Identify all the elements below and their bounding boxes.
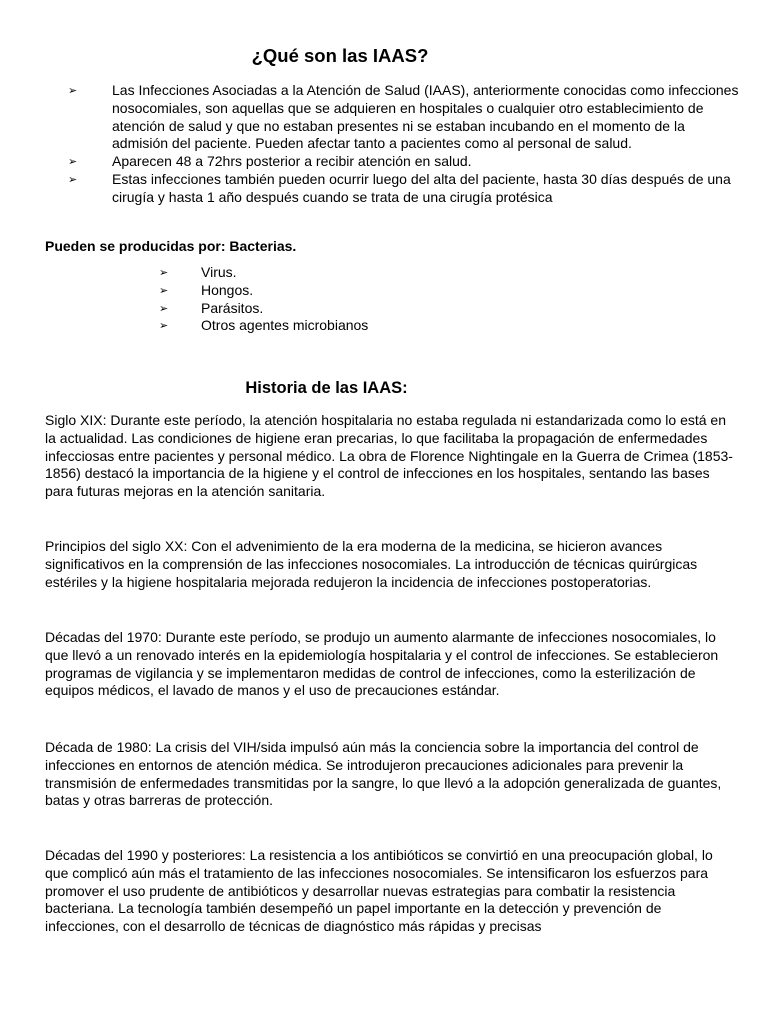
arrow-bullet-icon: ➢: [68, 84, 78, 97]
list-item: [64, 82, 744, 153]
agent-text: Parásitos.: [201, 299, 264, 316]
agent-text: Hongos.: [201, 281, 254, 298]
arrow-bullet-icon: ➢: [159, 301, 169, 315]
history-title: Historia de las IAAS:: [245, 379, 408, 397]
list-item: [155, 282, 368, 300]
arrow-bullet-icon: ➢: [68, 155, 78, 169]
arrow-bullet-icon: ➢: [68, 172, 78, 186]
intro-bullet-list: [64, 82, 744, 207]
bullet-text: Aparecen 48 a 72hrs posterior a recibir atención en salud.: [112, 153, 472, 170]
arrow-bullet-icon: ➢: [159, 319, 169, 333]
history-paragraph-1980s: Década de 1980: La crisis del VIH/sida impulsó aún más la conciencia sobre la importancia del control de infecciones en entornos de atención médica. Se introdujeron precauciones adicionales para prevenir la transmisión de enfermedades transmitidas por la sangre, lo que llevó a la adopción generalizada de guantes, batas y otras barreras de protección.: [45, 739, 722, 809]
agents-list: [155, 264, 368, 335]
list-item: [64, 153, 744, 171]
history-paragraph-early-20th-century: Principios del siglo XX: Con el advenimiento de la era moderna de la medicina, se hicieron avances significativos en la comprensión de las infecciones nosocomiales. La introducción de técnicas quirúrgicas estériles y la higiene hospitalaria mejorada redujeron la incidencia de infecciones postoperatorias.: [45, 538, 698, 590]
page-title: ¿Qué son las IAAS?: [251, 45, 429, 66]
history-paragraph-1990s: Décadas del 1990 y posteriores: La resistencia a los antibióticos se convirtió en una preocupación global, lo que complicó aún más el tratamiento de las infecciones nosocomiales. Se intensificaron los esfuerzos para promover el uso prudente de antibióticos y desarrollar nuevas estrategias para combatir la resistencia bacteriana. La tecnología también desempeñó un papel importante en la detección y prevención de infecciones, con el desarrollo de técnicas de diagnóstico más rápidas y precisas: [45, 847, 713, 935]
history-paragraph-1970s: Décadas del 1970: Durante este período, se produjo un aumento alarmante de infecciones nosocomiales, lo que llevó a un renovado interés en la epidemiología hospitalaria y el control de infecciones. Se establecieron programas de vigilancia y se implementaron medidas de control de infecciones, como la esterilización de equipos médicos, el lavado de manos y el uso de precauciones estándar.: [45, 629, 719, 699]
produced-by-heading: Pueden se producidas por: Bacterias.: [45, 238, 297, 254]
list-item: [155, 317, 368, 335]
arrow-bullet-icon: ➢: [159, 266, 169, 279]
agent-text: Virus.: [201, 264, 237, 280]
history-paragraph-19th-century: Siglo XIX: Durante este período, la atención hospitalaria no estaba regulada ni estandarizada como lo está en la actualidad. Las condiciones de higiene eran precarias, lo que facilitaba la propagación de enfermedades infecciosas entre pacientes y personal médico. La obra de Florence Nightingale en la Guerra de Crimea (1853-1856) destacó la importancia de la higiene y el control de infecciones en los hospitales, sentando las bases para futuras mejoras en la atención sanitaria.: [45, 412, 733, 500]
bullet-text: Estas infecciones también pueden ocurrir luego del alta del paciente, hasta 30 días después de una cirugía y hasta 1 año después cuando se trata de una cirugía protésica: [112, 170, 731, 205]
bullet-text: Las Infecciones Asociadas a la Atención de Salud (IAAS), anteriormente conocidas como infecciones nosocomiales, son aquellas que se adquieren en hospitales o cualquier otro establecimiento de atención de salud y que no estaban presentes ni se estaban incubando en el momento de la admisión del paciente. Pueden afectar tanto a pacientes como al personal de salud.: [112, 82, 739, 152]
list-item: [155, 300, 368, 318]
arrow-bullet-icon: ➢: [159, 283, 169, 297]
list-item: [64, 171, 744, 207]
list-item: [155, 264, 368, 282]
agent-text: Otros agentes microbianos: [201, 317, 369, 334]
